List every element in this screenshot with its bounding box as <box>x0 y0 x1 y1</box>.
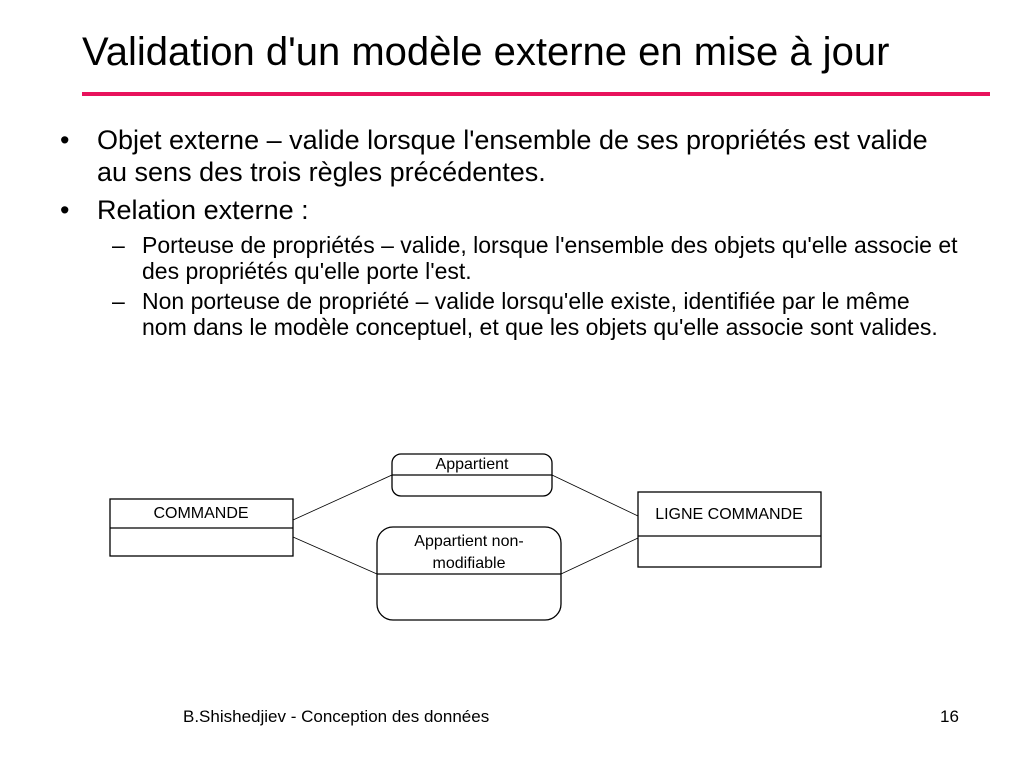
connector-line <box>561 538 638 574</box>
bullet-text: Relation externe : <box>97 195 309 225</box>
bullet-item <box>60 124 960 188</box>
relation-label-appartient: Appartient <box>435 456 509 473</box>
relation-label-line1: Appartient non- <box>414 533 524 550</box>
bullet-text: Objet externe – valide lorsque l'ensemble de ses propriétés est valide au sens des trois règles précédentes. <box>97 125 928 187</box>
sub-bullet-text: Porteuse de propriétés – valide, lorsque l'ensemble des objets qu'elle associe et des propriétés qu'elle porte l'est. <box>142 232 958 284</box>
bullet-marker: • <box>60 125 70 155</box>
connector-line <box>293 475 392 520</box>
entity-relation-diagram <box>0 440 1024 640</box>
sub-bullet-item <box>60 232 960 284</box>
dash-marker: – <box>112 288 125 314</box>
entity-box-ligne-commande <box>638 492 821 567</box>
entity-label-ligne-commande: LIGNE COMMANDE <box>655 506 803 523</box>
bullet-list <box>60 124 960 346</box>
connector-line <box>293 537 377 574</box>
page-number: 16 <box>940 707 959 726</box>
entity-label-commande: COMMANDE <box>153 505 249 522</box>
sub-bullet-item <box>60 288 960 340</box>
slide-title: Validation d'un modèle externe en mise à jour <box>82 30 890 74</box>
relation-label-line2: modifiable <box>432 555 506 572</box>
dash-marker: – <box>112 232 125 258</box>
title-underline <box>82 92 990 96</box>
bullet-marker: • <box>60 195 70 225</box>
sub-bullet-list <box>60 232 960 340</box>
footer-author: B.Shishedjiev - Conception des données <box>183 707 490 726</box>
sub-bullet-text: Non porteuse de propriété – valide lorsqu'elle existe, identifiée par le même nom dans le modèle conceptuel, et que les objets qu'elle associe sont valides. <box>142 288 938 340</box>
connector-line <box>552 475 638 516</box>
bullet-item <box>60 194 960 340</box>
